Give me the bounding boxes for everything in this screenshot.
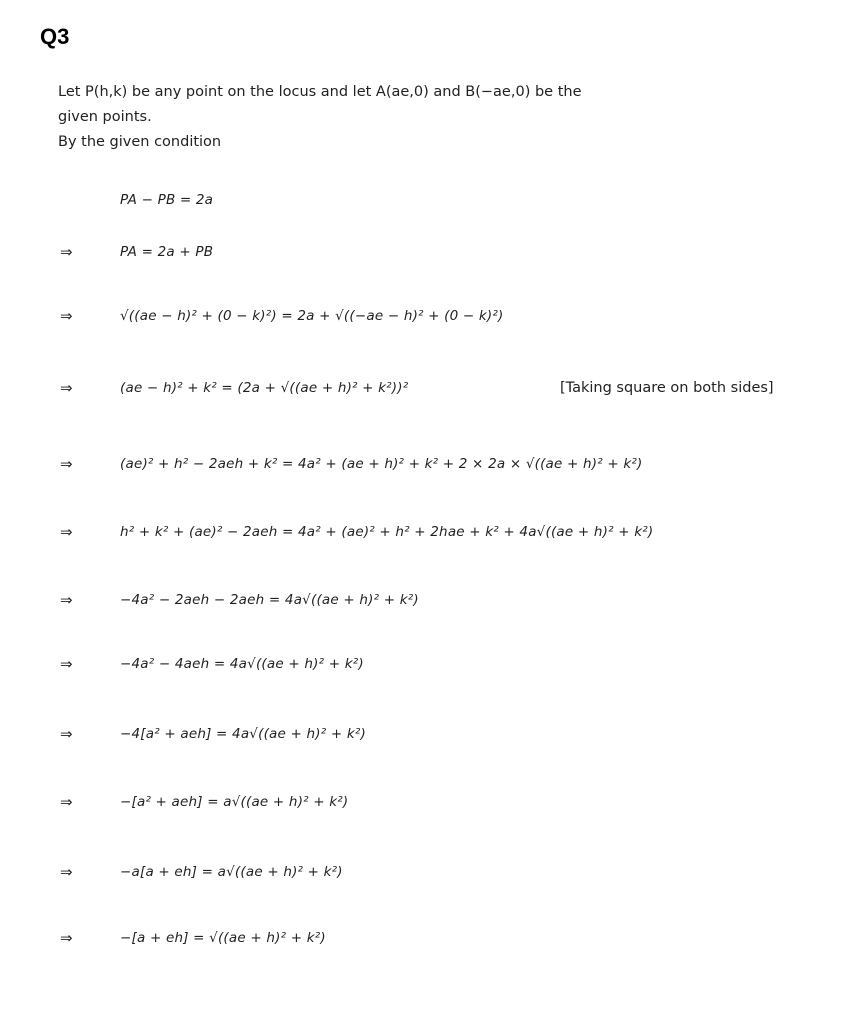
intro-paragraph [58, 80, 818, 155]
equation-expr: −[a² + aeh] = a√((ae + h)² + k²) [120, 794, 349, 810]
equation-expr: −4[a² + aeh] = 4a√((ae + h)² + k²) [120, 726, 366, 742]
equation-step-7 [0, 580, 867, 620]
equation-step-4 [0, 368, 867, 408]
equation-step-3 [0, 296, 867, 336]
equation-expr: √((ae − h)² + (0 − k)²) = 2a + √((−ae − h)² + (0 − k)²) [120, 308, 504, 324]
equation-step-1 [0, 180, 867, 220]
equation-step-11 [0, 852, 867, 892]
implies-arrow: ⇒ [60, 307, 73, 325]
equation-step-2 [0, 232, 867, 272]
equation-expr: −[a + eh] = √((ae + h)² + k²) [120, 930, 326, 946]
equation-expr: −4a² − 4aeh = 4a√((ae + h)² + k²) [120, 656, 364, 672]
implies-arrow: ⇒ [60, 863, 73, 881]
equation-step-5 [0, 444, 867, 484]
equation-expr: −4a² − 2aeh − 2aeh = 4a√((ae + h)² + k²) [120, 592, 419, 608]
implies-arrow: ⇒ [60, 929, 73, 947]
step-annotation: [Taking square on both sides] [560, 380, 774, 396]
equation-expr: (ae − h)² + k² = (2a + √((ae + h)² + k²))² [120, 380, 409, 396]
implies-arrow: ⇒ [60, 591, 73, 609]
equation-step-9 [0, 714, 867, 754]
intro-line-3: By the given condition [58, 134, 222, 150]
equation-step-12 [0, 918, 867, 958]
equation-expr: h² + k² + (ae)² − 2aeh = 4a² + (ae)² + h² + 2hae + k² + 4a√((ae + h)² + k²) [120, 524, 654, 540]
implies-arrow: ⇒ [60, 793, 73, 811]
equation-expr: PA − PB = 2a [120, 192, 214, 208]
question-heading: Q3 [40, 24, 70, 49]
equation-step-10 [0, 782, 867, 822]
implies-arrow: ⇒ [60, 243, 73, 261]
implies-arrow: ⇒ [60, 655, 73, 673]
intro-line-2: given points. [58, 109, 152, 125]
implies-arrow: ⇒ [60, 523, 73, 541]
implies-arrow: ⇒ [60, 725, 73, 743]
equation-expr: (ae)² + h² − 2aeh + k² = 4a² + (ae + h)² + k² + 2 × 2a × √((ae + h)² + k²) [120, 456, 643, 472]
equation-expr: PA = 2a + PB [120, 244, 214, 260]
equation-step-6 [0, 512, 867, 552]
intro-line-1: Let P(h,k) be any point on the locus and let A(ae,0) and B(−ae,0) be the [58, 84, 582, 100]
equation-expr: −a[a + eh] = a√((ae + h)² + k²) [120, 864, 343, 880]
implies-arrow: ⇒ [60, 455, 73, 473]
implies-arrow: ⇒ [60, 379, 73, 397]
equation-step-8 [0, 644, 867, 684]
